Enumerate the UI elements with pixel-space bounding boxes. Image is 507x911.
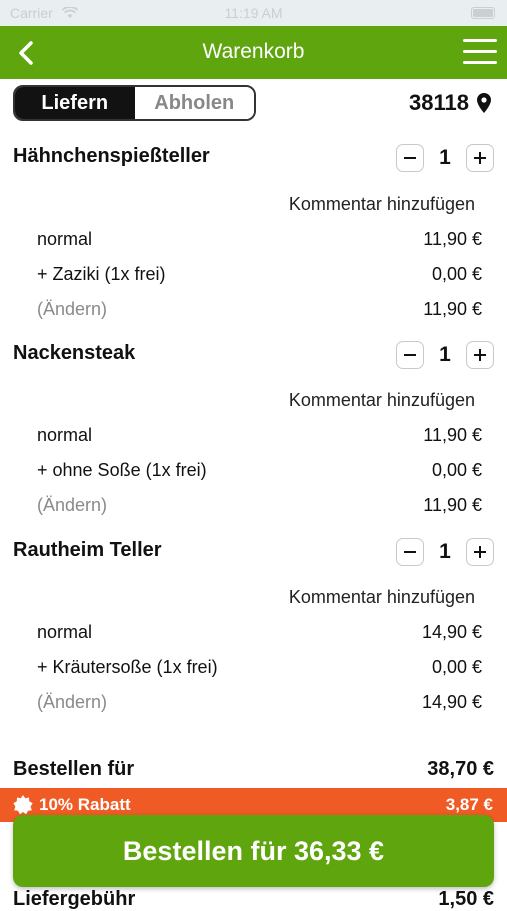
line-price: 0,00 € [431,657,482,677]
quantity-value: 1 [439,146,451,169]
carrier-label: Carrier [10,5,53,21]
change-link[interactable]: (Ändern) [37,299,108,319]
cart-item-title: Rautheim Teller [13,539,162,561]
add-comment-link[interactable]: Kommentar hinzufügen [288,194,475,214]
cart-item-title: Nackensteak [13,342,136,364]
battery-icon [471,7,495,19]
discount-label: 10% Rabatt [39,795,131,814]
line-price: 11,90 € [423,495,482,515]
increase-button[interactable] [466,144,494,172]
quantity-stepper [396,341,494,369]
decrease-button[interactable] [396,144,424,172]
item-line [37,495,482,516]
line-label: + Zaziki (1x frei) [37,264,166,284]
line-label: + ohne Soße (1x frei) [37,460,207,480]
location-pin-icon [477,93,491,113]
line-price: 14,90 € [421,692,482,712]
quantity-stepper [396,144,494,172]
discount-value: 3,87 € [445,795,493,814]
subtotal-value: 38,70 € [427,758,494,780]
subtotal-label: Bestellen für [13,758,135,780]
line-price: 14,90 € [421,622,482,642]
item-line [37,460,482,481]
minus-icon [403,151,417,165]
quantity-stepper [396,538,494,566]
item-line [37,264,482,285]
clock: 11:19 AM [224,5,283,21]
line-label: normal [37,425,93,445]
add-comment-link[interactable]: Kommentar hinzufügen [288,587,475,607]
increase-button[interactable] [466,341,494,369]
line-label: + Kräutersoße (1x frei) [37,657,218,677]
item-line [37,229,482,250]
decrease-button[interactable] [396,341,424,369]
quantity-value: 1 [439,343,451,366]
add-comment-link[interactable]: Kommentar hinzufügen [288,390,475,410]
order-button[interactable]: Bestellen für 36,33 € [13,815,494,887]
toggle-option-liefern[interactable]: Liefern [15,87,135,119]
line-price: 0,00 € [431,264,482,284]
toggle-option-abholen[interactable]: Abholen [135,87,255,119]
plus-icon [473,545,487,559]
minus-icon [403,545,417,559]
item-line [37,622,482,643]
line-label: normal [37,229,93,249]
cart-item-title: Hähnchenspießteller [13,145,210,167]
zip-code: 38118 [409,90,469,115]
delivery-fee-value: 1,50 € [438,888,494,910]
increase-button[interactable] [466,538,494,566]
status-bar [0,0,507,26]
subtotal-row [13,758,494,781]
delivery-fee-label: Liefergebühr [13,888,136,910]
line-price: 11,90 € [423,299,482,319]
decrease-button[interactable] [396,538,424,566]
line-price: 11,90 € [423,229,482,249]
discount-badge-icon [13,795,33,815]
item-line [37,692,482,713]
plus-icon [473,348,487,362]
change-link[interactable]: (Ändern) [37,495,108,515]
quantity-value: 1 [439,540,451,563]
page-title: Warenkorb [202,40,305,63]
item-line [37,299,482,320]
navigation-bar [0,26,507,79]
hamburger-menu-icon[interactable] [463,38,497,66]
item-line [37,657,482,678]
plus-icon [473,151,487,165]
change-link[interactable]: (Ändern) [37,692,108,712]
minus-icon [403,348,417,362]
line-price: 11,90 € [423,425,482,445]
delivery-mode-toggle [13,85,256,121]
item-line [37,425,482,446]
location-zip[interactable] [409,90,491,116]
line-price: 0,00 € [431,460,482,480]
line-label: normal [37,622,93,642]
